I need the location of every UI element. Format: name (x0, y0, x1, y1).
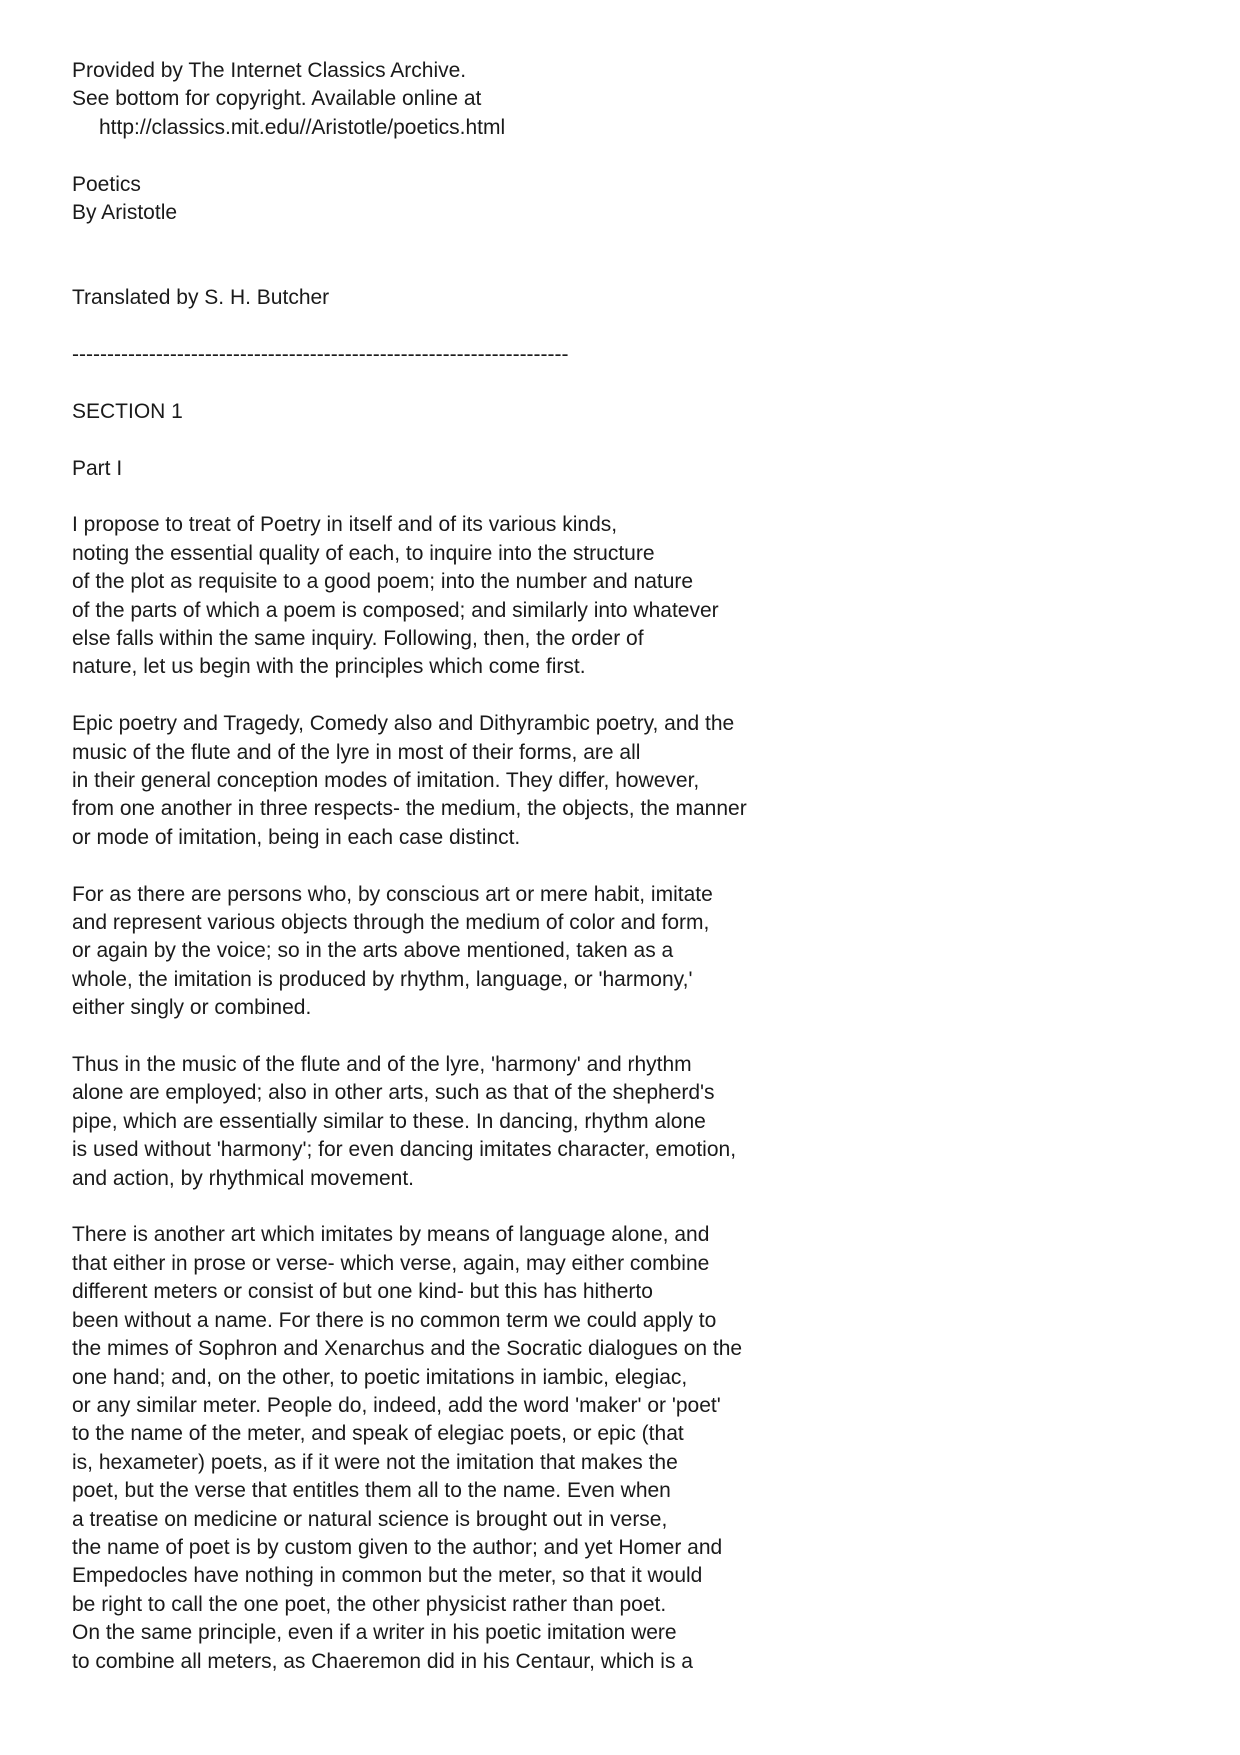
text-line: music of the flute and of the lyre in most of their forms, are all (72, 740, 641, 764)
translator-line: Translated by S. H. Butcher (72, 286, 330, 310)
text-line: different meters or consist of but one kind- but this has hitherto (72, 1280, 653, 1304)
text-line: the name of poet is by custom given to the author; and yet Homer and (72, 1535, 723, 1559)
part-heading: Part I (72, 456, 123, 480)
paragraph-4 (72, 1051, 1172, 1193)
text-line: that either in prose or verse- which verse, again, may either combine (72, 1251, 710, 1275)
text-line: one hand; and, on the other, to poetic imitations in iambic, elegiac, (72, 1365, 688, 1389)
author-line: By Aristotle (72, 201, 178, 225)
text-line: or mode of imitation, being in each case distinct. (72, 825, 521, 849)
text-line: Thus in the music of the flute and of the lyre, 'harmony' and rhythm (72, 1053, 692, 1077)
text-line: There is another art which imitates by means of language alone, and (72, 1223, 710, 1247)
text-line: to the name of the meter, and speak of elegiac poets, or epic (that (72, 1422, 684, 1446)
spacer (72, 426, 1172, 454)
text-line: poet, but the verse that entitles them all to the name. Even when (72, 1479, 671, 1503)
text-line: been without a name. For there is no common term we could apply to (72, 1308, 717, 1332)
text-line: On the same principle, even if a writer in his poetic imitation were (72, 1621, 677, 1645)
text-line: whole, the imitation is produced by rhythm, language, or 'harmony,' (72, 967, 693, 991)
paragraph-3 (72, 881, 1172, 1023)
text-line: is used without 'harmony'; for even dancing imitates character, emotion, (72, 1138, 737, 1162)
text-line: else falls within the same inquiry. Following, then, the order of (72, 627, 644, 651)
spacer (72, 227, 1172, 255)
text-line: in their general conception modes of imitation. They differ, however, (72, 769, 700, 793)
text-line: to combine all meters, as Chaeremon did in his Centaur, which is a (72, 1649, 693, 1673)
text-line: the mimes of Sophron and Xenarchus and the Socratic dialogues on the (72, 1337, 743, 1361)
copyright-note-line: See bottom for copyright. Available online at (72, 87, 482, 111)
spacer (72, 256, 1172, 284)
text-line: of the parts of which a poem is composed; and similarly into whatever (72, 598, 719, 622)
spacer (72, 682, 1172, 710)
text-line: alone are employed; also in other arts, such as that of the shepherd's (72, 1081, 715, 1105)
paragraph-2 (72, 710, 1172, 852)
spacer (72, 1193, 1172, 1221)
paragraph-1 (72, 511, 1172, 681)
spacer (72, 1023, 1172, 1051)
text-line: is, hexameter) poets, as if it were not the imitation that makes the (72, 1450, 678, 1474)
document-page (72, 57, 1172, 1676)
spacer (72, 313, 1172, 341)
text-line: a treatise on medicine or natural science is brought out in verse, (72, 1507, 668, 1531)
provided-by-line: Provided by The Internet Classics Archive. (72, 59, 467, 82)
divider-line: ----------------------------------------------------------------------- (72, 343, 569, 366)
text-line: and represent various objects through the medium of color and form, (72, 911, 710, 935)
text-line: I propose to treat of Poetry in itself and of its various kinds, (72, 513, 618, 537)
text-line: or any similar meter. People do, indeed, add the word 'maker' or 'poet' (72, 1393, 721, 1417)
text-line: from one another in three respects- the medium, the objects, the manner (72, 797, 747, 821)
spacer (72, 852, 1172, 880)
text-line: noting the essential quality of each, to inquire into the structure (72, 541, 655, 565)
text-line: be right to call the one poet, the other physicist rather than poet. (72, 1592, 667, 1616)
text-line: pipe, which are essentially similar to these. In dancing, rhythm alone (72, 1109, 706, 1133)
text-line: of the plot as requisite to a good poem; into the number and nature (72, 570, 694, 594)
spacer (72, 142, 1172, 170)
text-line: Empedocles have nothing in common but the meter, so that it would (72, 1564, 703, 1588)
text-line: Epic poetry and Tragedy, Comedy also and Dithyrambic poetry, and the (72, 712, 735, 736)
text-line: nature, let us begin with the principles which come first. (72, 655, 586, 679)
text-line: For as there are persons who, by conscious art or mere habit, imitate (72, 882, 713, 906)
spacer (72, 369, 1172, 397)
section-heading: SECTION 1 (72, 399, 183, 423)
spacer (72, 483, 1172, 511)
source-url: http://classics.mit.edu//Aristotle/poetics.html (99, 115, 506, 139)
work-title: Poetics (72, 172, 141, 196)
paragraph-5 (72, 1221, 1172, 1676)
text-line: and action, by rhythmical movement. (72, 1166, 414, 1190)
text-line: or again by the voice; so in the arts above mentioned, taken as a (72, 939, 674, 963)
text-line: either singly or combined. (72, 996, 312, 1020)
